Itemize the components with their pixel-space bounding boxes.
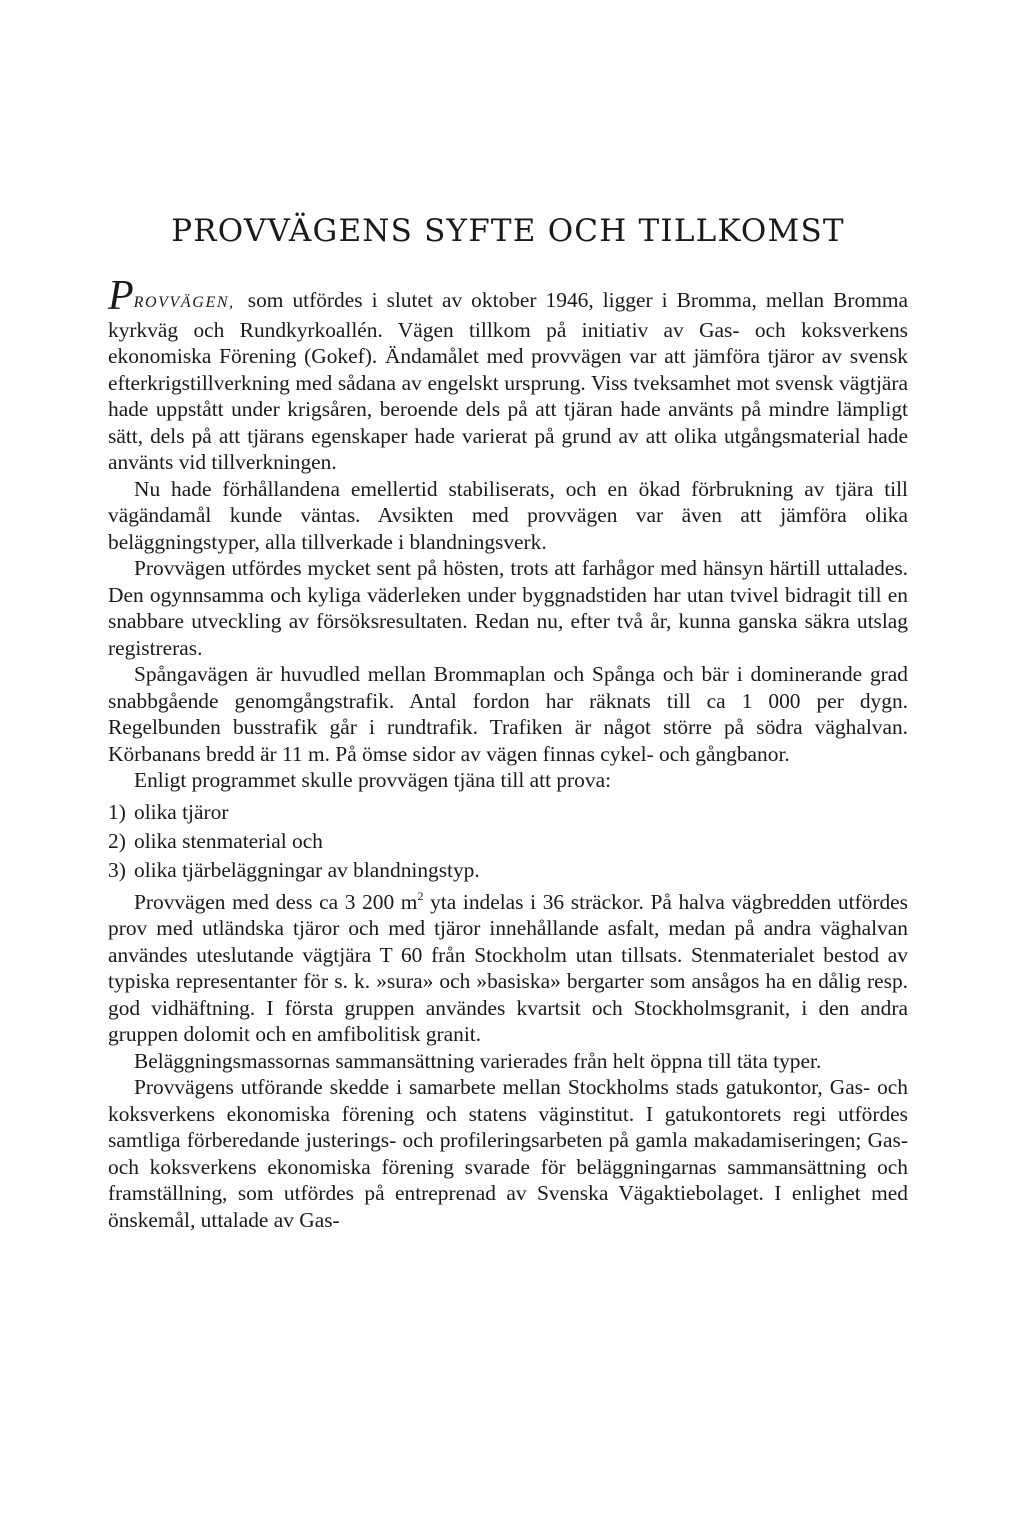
- area-paragraph: [108, 889, 908, 1048]
- paragraph: Enligt programmet skulle provvägen tjäna till att prova:: [134, 768, 612, 792]
- area-text-before: Provvägen med dess ca 3 200 m: [134, 889, 418, 914]
- intro-paragraph: [108, 273, 908, 476]
- page-title: PROVVÄGENS SYFTE OCH TILLKOMST: [171, 213, 845, 249]
- list-item: [108, 856, 908, 885]
- intro-text: som utfördes i slutet av oktober 1946, ligger i Bromma, mellan Bromma kyrkväg och Rundkyrkoallén. Vägen tillkom på initiativ av Gas- och koksverkens ekonomiska Förening (Gokef). Ändamålet med provvägen var att jämföra tjäror av svensk efterkrigstillverkning med sådana av engelskt ursprung. Viss tveksamhet mot svensk vägtjära hade uppstått under krigsåren, beroende dels på att tjäran hade använts på mindre lämpligt sätt, dels på att tjärans egenskaper hade varierat på grund av att olika utgångsmaterial hade använts vid tillverkningen.: [108, 288, 908, 474]
- intro-smallcaps: ROVVÄGEN,: [133, 294, 235, 311]
- superscript: 2: [417, 888, 424, 903]
- document-page: [108, 210, 908, 1233]
- paragraph: Beläggningsmassornas sammansättning varierades från helt öppna till täta typer.: [134, 1048, 822, 1073]
- paragraph: Spångavägen är huvudled mellan Brommaplan och Spånga och bär i dominerande grad snabbgående genomgångstrafik. Antal fordon har räknats till ca 1 000 per dygn. Regelbunden busstrafik går i rundtrafik. Trafiken är något större på södra väghalvan. Körbanans bredd är 11 m. På ömse sidor av vägen finnas cykel- och gångbanor.: [108, 662, 908, 766]
- paragraph: Provvägens utförande skedde i samarbete mellan Stockholms stads gatukontor, Gas- och koksverkens ekonomiska förening och statens väginstitut. I gatukontorets regi utfördes samtliga förberedande justerings- och profileringsarbeten på gamla makadamiseringen; Gas- och koksverkens ekonomiska förening svarade för beläggningarnas sammansättning och framställning, som utfördes på entreprenad av Svenska Vägaktiebolaget. I enlighet med önskemål, uttalade av Gas-: [108, 1075, 908, 1232]
- list-text: olika stenmaterial och: [134, 828, 323, 853]
- list-text: olika tjärbeläggningar av blandningstyp.: [134, 857, 480, 882]
- list-number: 2): [108, 828, 126, 853]
- drop-cap: P: [108, 273, 134, 319]
- body-text: [108, 273, 908, 1233]
- list-number: 3): [108, 857, 126, 882]
- list-number: 1): [108, 799, 126, 824]
- paragraph: Nu hade förhållandena emellertid stabiliserats, och en ökad förbrukning av tjära till vägändamål kunde väntas. Avsikten med provvägen var även att jämföra olika beläggningstyper, alla tillverkade i blandningsverk.: [108, 476, 908, 554]
- paragraph: Provvägen utfördes mycket sent på hösten, trots att farhågor med hänsyn härtill uttalades. Den ogynnsamma och kyliga väderleken under byggnadstiden har utan tvivel bidragit till en snabbare utveckling av försöksresultaten. Redan nu, efter två år, kunna ganska säkra utslag registreras.: [108, 556, 908, 660]
- list-text: olika tjäror: [134, 799, 229, 824]
- list-item: [108, 798, 908, 827]
- list-item: [108, 827, 908, 856]
- test-list: [108, 798, 908, 885]
- area-text-after: yta indelas i 36 sträckor. På halva vägbredden utfördes prov med utländska tjäror och med tjäror innehållande asfalt, medan på andra väghalvan användes uteslutande vägtjära T 60 från Stockholm utan tillsats. Stenmaterialet bestod av typiska representanter för s. k. »sura» och »basiska» bergarter som ansågos ha en dålig resp. god vidhäftning. I första gruppen användes kvartsit och Stockholmsgranit, i den andra gruppen dolomit och en amfibolitisk granit.: [108, 889, 908, 1046]
